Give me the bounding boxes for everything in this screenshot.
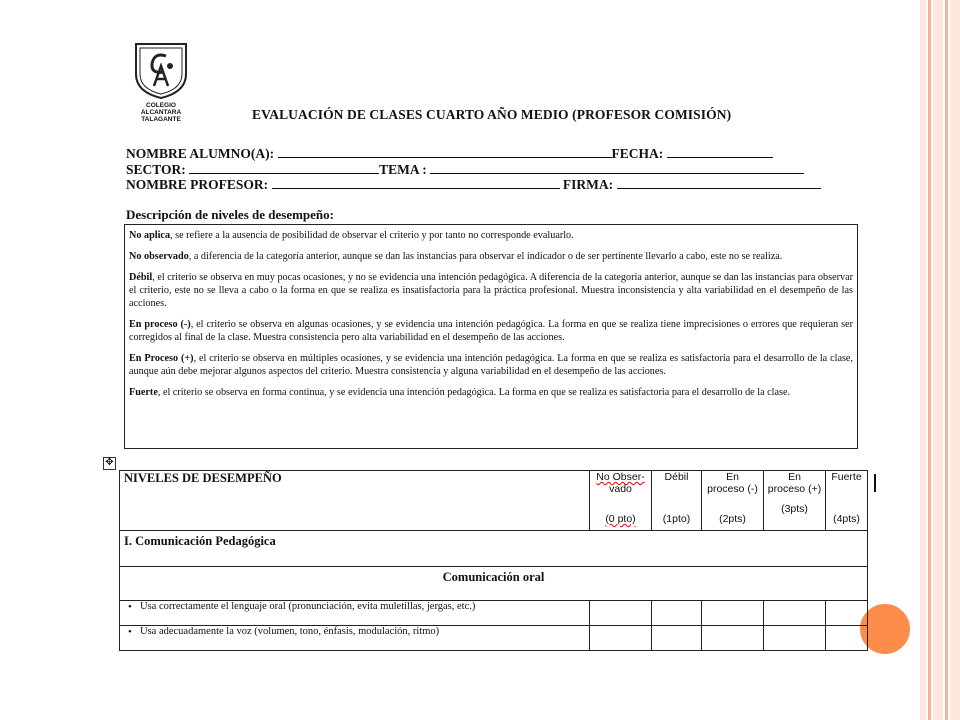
level-no-observado <box>590 471 652 531</box>
score-cell[interactable] <box>764 626 826 651</box>
stripe-5 <box>950 0 960 720</box>
description-item <box>129 229 853 242</box>
criterion-text: • Usa correctamente el lenguaje oral (pronunciación, evita muletillas, jergas, etc.) <box>120 601 590 626</box>
score-cell[interactable] <box>652 626 702 651</box>
description-term: En proceso (-) <box>129 319 191 330</box>
table-edge-marker <box>874 474 876 492</box>
school-name-line1: COLEGIO ALCANTARA <box>140 102 182 116</box>
score-cell[interactable] <box>826 626 868 651</box>
section-row <box>120 531 868 567</box>
description-term: En Proceso (+) <box>129 353 194 364</box>
level-label: Débil <box>664 471 689 483</box>
description-text: , el criterio se observa en múltiples ocasiones, y se evidencia una intención pedagógica. La forma en que se realiza es satisfactoria para el desarrollo de la clase, aunque aún debe mejorar algunos aspectos del criterio. Muestra consistencia y alguna variabilidad en el desempeño de las acciones. <box>129 353 853 377</box>
document-page <box>105 0 880 640</box>
table-row <box>120 601 868 626</box>
level-label: proceso (-) <box>707 483 758 495</box>
table-header: NIVELES DE DESEMPEÑO <box>120 471 590 531</box>
label-firma: FIRMA: <box>562 177 614 192</box>
score-cell[interactable] <box>590 626 652 651</box>
stripe-3 <box>933 0 943 720</box>
input-nombre-alumno[interactable] <box>278 146 612 158</box>
subsection-row <box>120 567 868 601</box>
level-label: Fuerte <box>831 471 862 483</box>
description-text: , a diferencia de la categoría anterior, aunque se dan las instancias para observar el indicador o de ser pertinente llevarlo a cabo, este no se realiza. <box>188 251 783 262</box>
slide-border-stripes <box>920 0 960 720</box>
field-row-teacher <box>126 177 821 193</box>
description-term: Débil <box>129 272 153 283</box>
subsection-title: Comunicación oral <box>120 567 868 601</box>
level-en-proceso-minus <box>702 471 764 531</box>
description-term: Fuerte <box>129 387 158 398</box>
field-row-student <box>126 146 773 162</box>
description-term: No observado <box>129 251 189 262</box>
performance-table <box>119 470 868 651</box>
description-item <box>129 318 853 344</box>
level-label: En <box>788 471 801 483</box>
label-sector: SECTOR: <box>126 162 186 177</box>
description-item <box>129 386 853 399</box>
input-tema[interactable] <box>430 162 804 174</box>
input-firma[interactable] <box>617 177 821 189</box>
level-label: vado <box>609 483 632 495</box>
description-item <box>129 352 853 378</box>
description-text: , el criterio se observa en muy pocas ocasiones, y no se evidencia una intención pedagógica. A diferencia de la categoría anterior, aunque se dan las instancias para observar el criterio, este no se lleva a cabo o la forma en que se realiza es insatisfactoria para la práctica profesional. Muestra inconsistencia y alta variabilidad en el desempeño de las acciones. <box>129 272 853 309</box>
school-name-line2: TALAGANTE <box>141 116 181 123</box>
level-points: (2pts) <box>719 513 746 525</box>
level-points: (3pts) <box>781 503 808 515</box>
level-fuerte <box>826 471 868 531</box>
level-label: En <box>726 471 739 483</box>
input-sector[interactable] <box>189 162 379 174</box>
stripe-2 <box>928 0 931 720</box>
level-points: (4pts) <box>833 513 860 525</box>
school-logo <box>132 40 190 123</box>
move-handle-icon[interactable]: ✥ <box>103 457 116 470</box>
description-item <box>129 250 853 263</box>
description-item <box>129 271 853 310</box>
level-debil <box>652 471 702 531</box>
input-nombre-profesor[interactable] <box>272 177 560 189</box>
description-text: , el criterio se observa en algunas ocasiones, y se evidencia una intención pedagógica. La forma en que se realiza tiene imprecisiones o errores que requieran ser corregidos al final de la clase. Muestra consistencia pero alta variabilidad en el desempeño de las acciones. <box>129 319 853 343</box>
level-label: No Obser- <box>596 471 645 483</box>
stripe-1 <box>920 0 926 720</box>
description-term: No aplica <box>129 230 171 241</box>
input-fecha[interactable] <box>667 146 773 158</box>
level-points: (0 pto) <box>605 513 636 525</box>
field-row-sector <box>126 162 804 178</box>
school-name <box>126 102 196 123</box>
document-title: EVALUACIÓN DE CLASES CUARTO AÑO MEDIO (PROFESOR COMISIÓN) <box>252 107 732 122</box>
description-box <box>124 224 858 449</box>
score-cell[interactable] <box>702 626 764 651</box>
table-header-row <box>120 471 868 531</box>
description-text: , se refiere a la ausencia de posibilidad de observar el criterio y por tanto no corresponde evaluarlo. <box>170 230 574 241</box>
label-nombre-profesor: NOMBRE PROFESOR: <box>126 177 269 192</box>
score-cell[interactable] <box>826 601 868 626</box>
section-title: I. Comunicación Pedagógica <box>120 531 868 567</box>
level-en-proceso-plus <box>764 471 826 531</box>
score-cell[interactable] <box>764 601 826 626</box>
level-label: proceso (+) <box>767 483 822 495</box>
score-cell[interactable] <box>590 601 652 626</box>
school-crest-icon <box>132 40 190 100</box>
label-fecha: FECHA: <box>611 146 664 161</box>
score-cell[interactable] <box>702 601 764 626</box>
label-nombre-alumno: NOMBRE ALUMNO(A): <box>126 146 275 161</box>
description-title: Descripción de niveles de desempeño: <box>126 207 334 222</box>
description-text: , el criterio se observa en forma continua, y se evidencia una intención pedagógica. La forma en que se realiza es satisfactoria para el desarrollo de la clase. <box>157 387 791 398</box>
label-tema: TEMA : <box>379 162 427 177</box>
criterion-text: • Usa adecuadamente la voz (volumen, tono, énfasis, modulación, ritmo) <box>120 626 590 651</box>
score-cell[interactable] <box>652 601 702 626</box>
level-points: (1pto) <box>662 513 691 525</box>
table-row <box>120 626 868 651</box>
stripe-4 <box>945 0 948 720</box>
